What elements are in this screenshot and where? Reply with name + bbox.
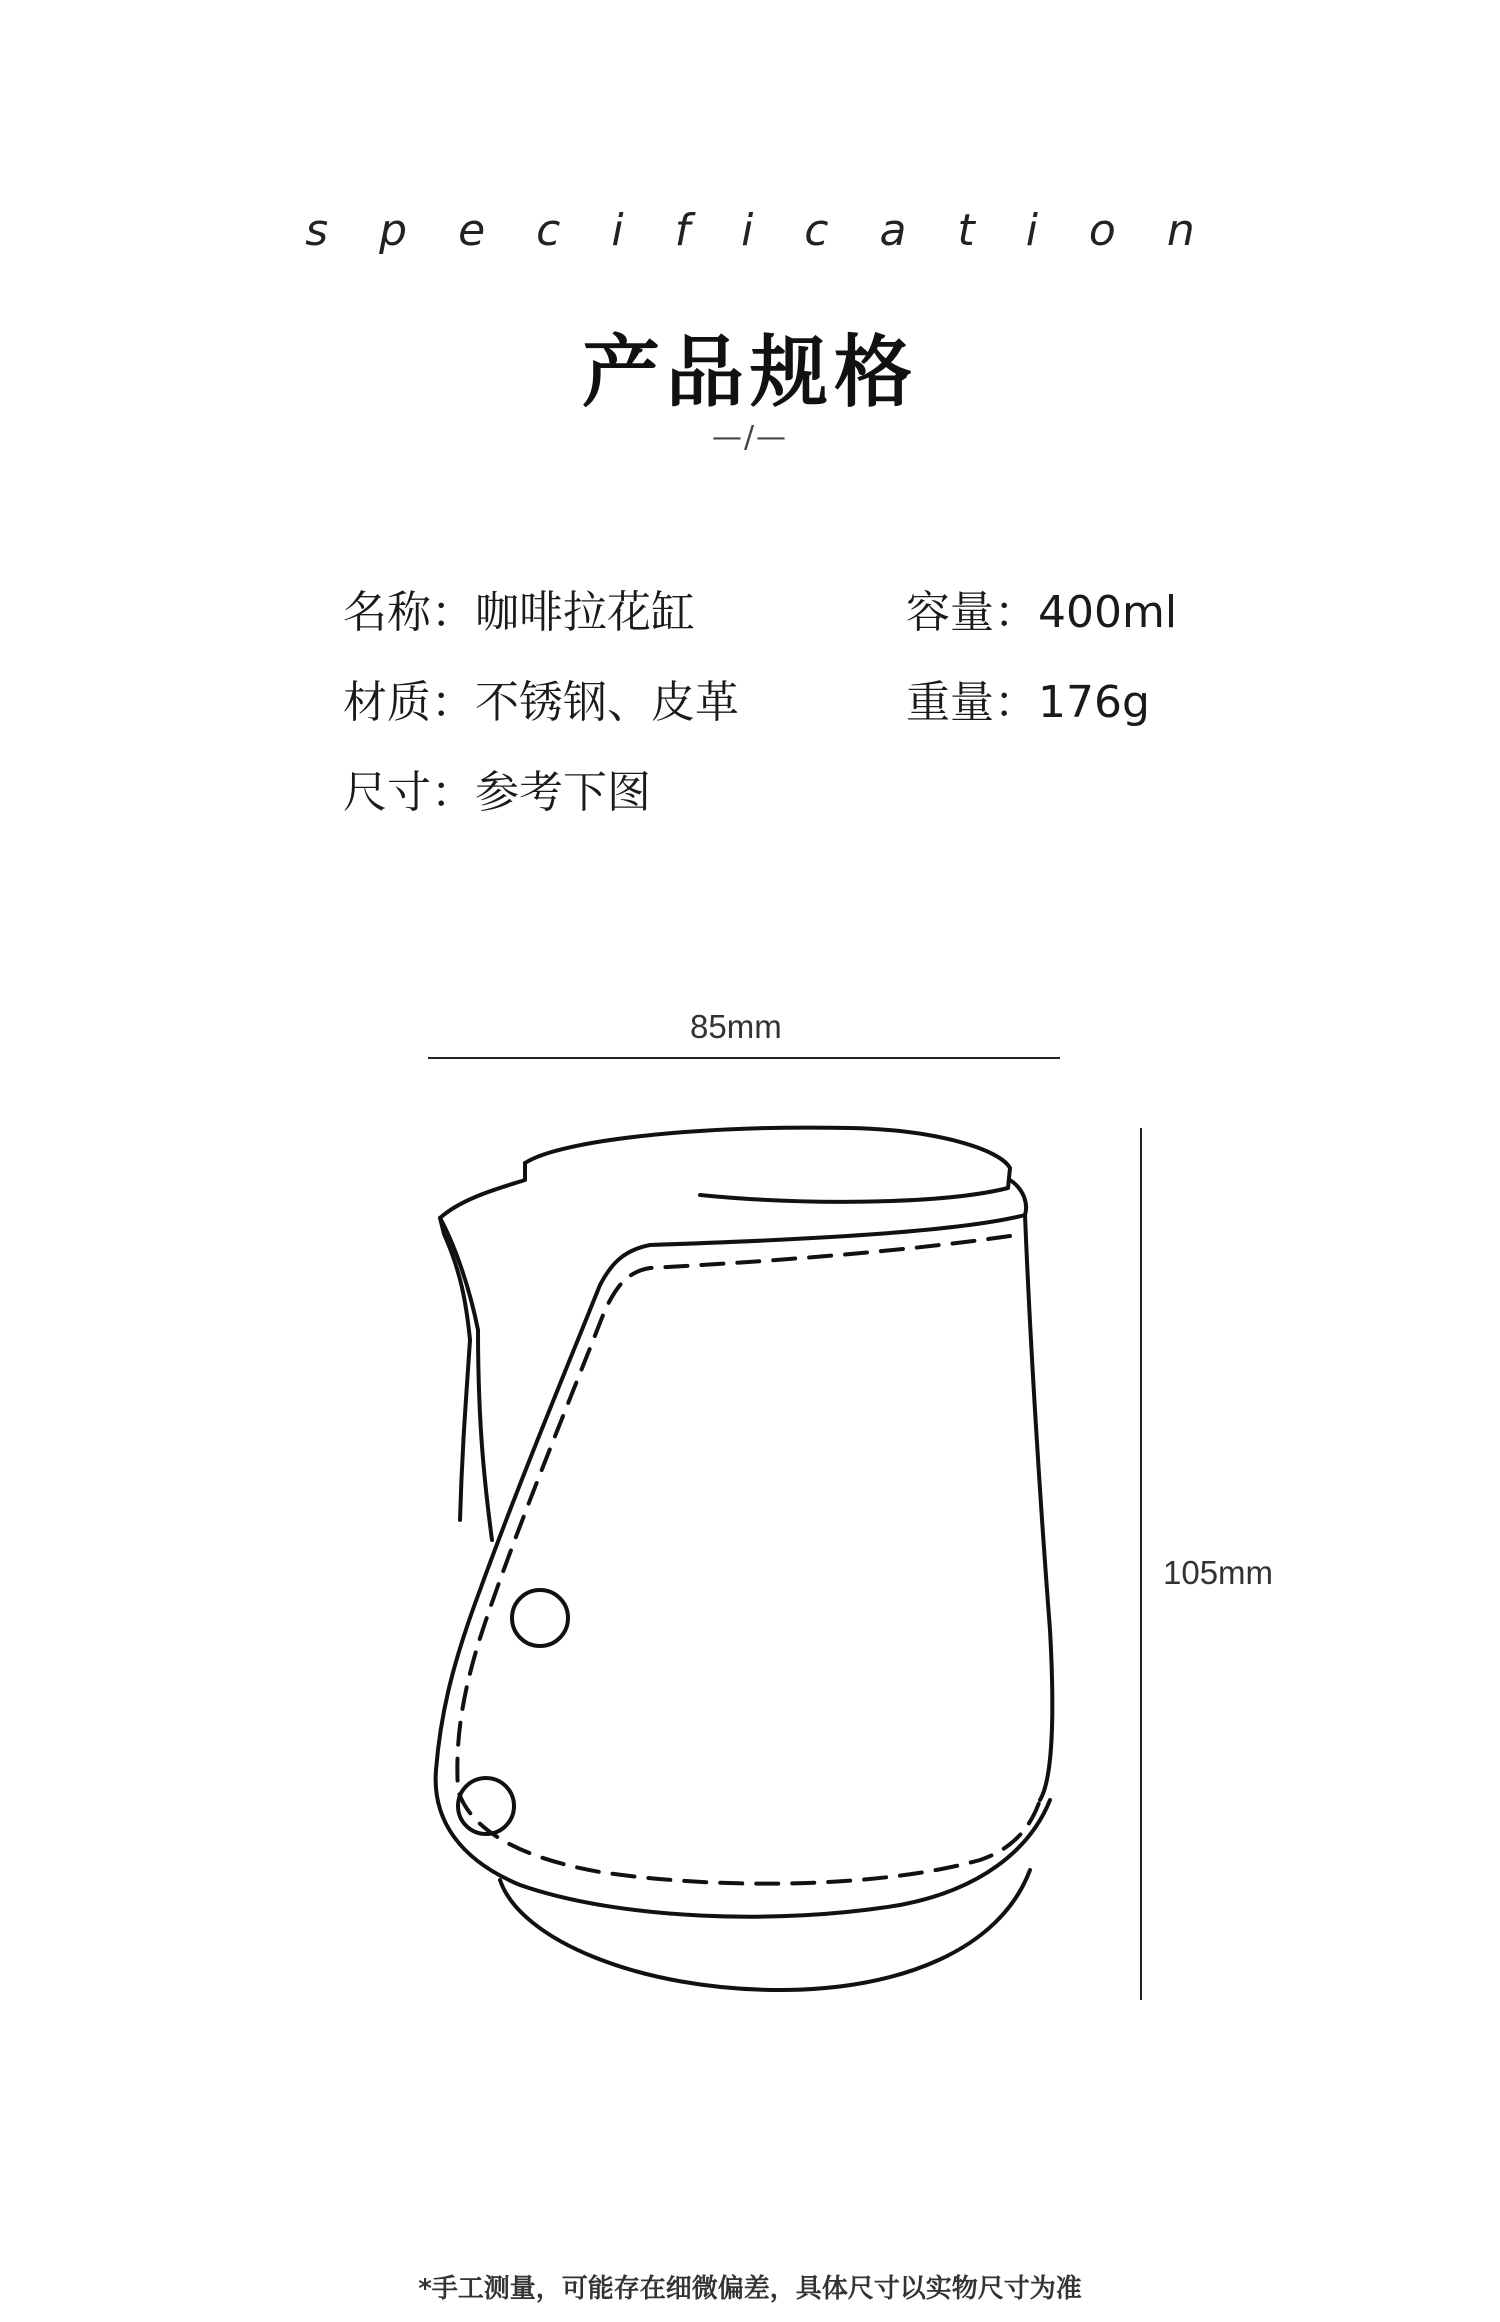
spec-capacity: 容量：400ml	[906, 587, 1178, 638]
spec-weight: 重量：176g	[906, 677, 1150, 728]
spec-name: 名称：咖啡拉花缸	[343, 587, 695, 638]
eyebrow-text: specification	[305, 205, 1246, 256]
spec-size: 尺寸：参考下图	[343, 767, 651, 818]
page-title: 产品规格	[581, 328, 918, 418]
title-divider: —/—	[711, 420, 789, 455]
spec-material: 材质：不锈钢、皮革	[343, 677, 739, 728]
width-dimension-label: 85mm	[690, 1008, 782, 1045]
measurement-footnote: *手工测量，可能存在细微偏差，具体尺寸以实物尺寸为准	[418, 2274, 1082, 2304]
height-dimension-label: 105mm	[1163, 1554, 1274, 1591]
